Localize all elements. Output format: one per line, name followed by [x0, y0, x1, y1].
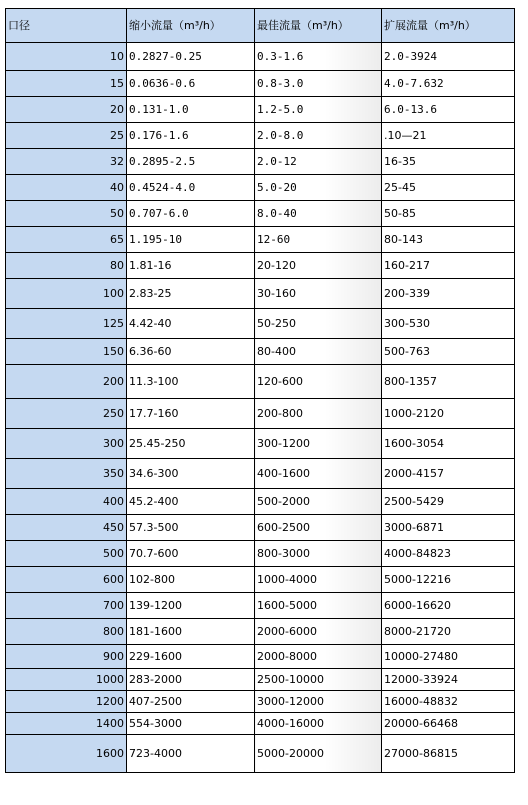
diameter-cell: 15 [6, 71, 127, 97]
table-row [6, 515, 515, 541]
diameter-cell: 250 [6, 399, 127, 429]
reduced-flow-cell: 70.7-600 [127, 541, 255, 567]
reduced-flow-cell: 139-1200 [127, 593, 255, 619]
extended-flow-cell: 10000-27480 [382, 645, 515, 669]
table-row [6, 97, 515, 123]
diameter-cell: 1200 [6, 691, 127, 713]
extended-flow-cell: 2000-4157 [382, 459, 515, 489]
extended-flow-cell: 4000-84823 [382, 541, 515, 567]
table-row [6, 309, 515, 339]
reduced-flow-cell: 229-1600 [127, 645, 255, 669]
optimal-flow-cell: 0.8-3.0 [255, 71, 382, 97]
table-row [6, 429, 515, 459]
table-row [6, 365, 515, 399]
diameter-cell: 450 [6, 515, 127, 541]
optimal-flow-cell: 120-600 [255, 365, 382, 399]
extended-flow-cell: 1600-3054 [382, 429, 515, 459]
extended-flow-cell: 2.0-3924 [382, 43, 515, 71]
reduced-flow-cell: 0.176-1.6 [127, 123, 255, 149]
diameter-cell: 32 [6, 149, 127, 175]
extended-flow-cell: 200-339 [382, 279, 515, 309]
extended-flow-cell: 6000-16620 [382, 593, 515, 619]
optimal-flow-cell: 20-120 [255, 253, 382, 279]
reduced-flow-cell: 407-2500 [127, 691, 255, 713]
optimal-flow-cell: 600-2500 [255, 515, 382, 541]
extended-flow-cell: 8000-21720 [382, 619, 515, 645]
diameter-cell: 40 [6, 175, 127, 201]
extended-flow-cell: 500-763 [382, 339, 515, 365]
extended-flow-cell: 160-217 [382, 253, 515, 279]
reduced-flow-cell: 181-1600 [127, 619, 255, 645]
optimal-flow-cell: 5.0-20 [255, 175, 382, 201]
extended-flow-cell: 800-1357 [382, 365, 515, 399]
optimal-flow-cell: 3000-12000 [255, 691, 382, 713]
reduced-flow-cell: 1.195-10 [127, 227, 255, 253]
extended-flow-cell: 6.0-13.6 [382, 97, 515, 123]
diameter-cell: 10 [6, 43, 127, 71]
diameter-cell: 100 [6, 279, 127, 309]
table-row [6, 735, 515, 773]
reduced-flow-cell: 283-2000 [127, 669, 255, 691]
optimal-flow-cell: 4000-16000 [255, 713, 382, 735]
extended-flow-cell: 5000-12216 [382, 567, 515, 593]
diameter-cell: 125 [6, 309, 127, 339]
extended-flow-cell: 2500-5429 [382, 489, 515, 515]
reduced-flow-cell: 57.3-500 [127, 515, 255, 541]
table-row [6, 459, 515, 489]
table-row [6, 175, 515, 201]
table-row [6, 567, 515, 593]
table-row [6, 279, 515, 309]
reduced-flow-cell: 17.7-160 [127, 399, 255, 429]
optimal-flow-cell: 0.3-1.6 [255, 43, 382, 71]
optimal-flow-cell: 300-1200 [255, 429, 382, 459]
optimal-flow-cell: 200-800 [255, 399, 382, 429]
diameter-cell: 500 [6, 541, 127, 567]
extended-flow-cell: 1000-2120 [382, 399, 515, 429]
optimal-flow-cell: 2000-8000 [255, 645, 382, 669]
diameter-cell: 1000 [6, 669, 127, 691]
diameter-cell: 350 [6, 459, 127, 489]
reduced-flow-cell: 34.6-300 [127, 459, 255, 489]
extended-flow-cell: 50-85 [382, 201, 515, 227]
optimal-flow-cell: 5000-20000 [255, 735, 382, 773]
diameter-cell: 1400 [6, 713, 127, 735]
table-row [6, 149, 515, 175]
diameter-cell: 300 [6, 429, 127, 459]
optimal-flow-cell: 800-3000 [255, 541, 382, 567]
table-row [6, 645, 515, 669]
table-row [6, 43, 515, 71]
reduced-flow-cell: 0.2827-0.25 [127, 43, 255, 71]
table-row [6, 619, 515, 645]
diameter-cell: 150 [6, 339, 127, 365]
extended-flow-cell: 27000-86815 [382, 735, 515, 773]
optimal-flow-cell: 1600-5000 [255, 593, 382, 619]
optimal-flow-cell: 1.2-5.0 [255, 97, 382, 123]
optimal-flow-cell: 2000-6000 [255, 619, 382, 645]
reduced-flow-cell: 554-3000 [127, 713, 255, 735]
optimal-flow-cell: 1000-4000 [255, 567, 382, 593]
header-row [6, 9, 515, 43]
extended-flow-cell: 16-35 [382, 149, 515, 175]
table-row [6, 691, 515, 713]
table-row [6, 713, 515, 735]
table-row [6, 669, 515, 691]
reduced-flow-cell: 0.2895-2.5 [127, 149, 255, 175]
optimal-flow-cell: 2.0-8.0 [255, 123, 382, 149]
reduced-flow-cell: 0.131-1.0 [127, 97, 255, 123]
table-row [6, 71, 515, 97]
reduced-flow-cell: 11.3-100 [127, 365, 255, 399]
table-row [6, 541, 515, 567]
extended-flow-cell: 3000-6871 [382, 515, 515, 541]
flow-rate-table [5, 8, 515, 773]
extended-flow-cell: 12000-33924 [382, 669, 515, 691]
reduced-flow-cell: 6.36-60 [127, 339, 255, 365]
reduced-flow-cell: 0.4524-4.0 [127, 175, 255, 201]
optimal-flow-cell: 2.0-12 [255, 149, 382, 175]
reduced-flow-cell: 1.81-16 [127, 253, 255, 279]
optimal-flow-cell: 30-160 [255, 279, 382, 309]
table-row [6, 399, 515, 429]
reduced-flow-cell: 4.42-40 [127, 309, 255, 339]
extended-flow-cell: .10—21 [382, 123, 515, 149]
diameter-cell: 20 [6, 97, 127, 123]
table-row [6, 339, 515, 365]
diameter-cell: 1600 [6, 735, 127, 773]
diameter-cell: 400 [6, 489, 127, 515]
table-row [6, 123, 515, 149]
optimal-flow-cell: 50-250 [255, 309, 382, 339]
column-header: 口径 [6, 9, 127, 43]
diameter-cell: 800 [6, 619, 127, 645]
table-row [6, 227, 515, 253]
diameter-cell: 600 [6, 567, 127, 593]
table-row [6, 201, 515, 227]
extended-flow-cell: 25-45 [382, 175, 515, 201]
table-row [6, 489, 515, 515]
optimal-flow-cell: 12-60 [255, 227, 382, 253]
extended-flow-cell: 300-530 [382, 309, 515, 339]
reduced-flow-cell: 25.45-250 [127, 429, 255, 459]
diameter-cell: 200 [6, 365, 127, 399]
optimal-flow-cell: 400-1600 [255, 459, 382, 489]
diameter-cell: 65 [6, 227, 127, 253]
optimal-flow-cell: 2500-10000 [255, 669, 382, 691]
optimal-flow-cell: 500-2000 [255, 489, 382, 515]
optimal-flow-cell: 80-400 [255, 339, 382, 365]
diameter-cell: 700 [6, 593, 127, 619]
reduced-flow-cell: 45.2-400 [127, 489, 255, 515]
optimal-flow-cell: 8.0-40 [255, 201, 382, 227]
extended-flow-cell: 80-143 [382, 227, 515, 253]
reduced-flow-cell: 102-800 [127, 567, 255, 593]
reduced-flow-cell: 0.707-6.0 [127, 201, 255, 227]
column-header: 最佳流量（m³/h） [255, 9, 382, 43]
diameter-cell: 25 [6, 123, 127, 149]
table-row [6, 593, 515, 619]
extended-flow-cell: 20000-66468 [382, 713, 515, 735]
column-header: 扩展流量（m³/h） [382, 9, 515, 43]
diameter-cell: 50 [6, 201, 127, 227]
table-row [6, 253, 515, 279]
extended-flow-cell: 16000-48832 [382, 691, 515, 713]
reduced-flow-cell: 2.83-25 [127, 279, 255, 309]
diameter-cell: 80 [6, 253, 127, 279]
reduced-flow-cell: 0.0636-0.6 [127, 71, 255, 97]
reduced-flow-cell: 723-4000 [127, 735, 255, 773]
extended-flow-cell: 4.0-7.632 [382, 71, 515, 97]
diameter-cell: 900 [6, 645, 127, 669]
column-header: 缩小流量（m³/h） [127, 9, 255, 43]
